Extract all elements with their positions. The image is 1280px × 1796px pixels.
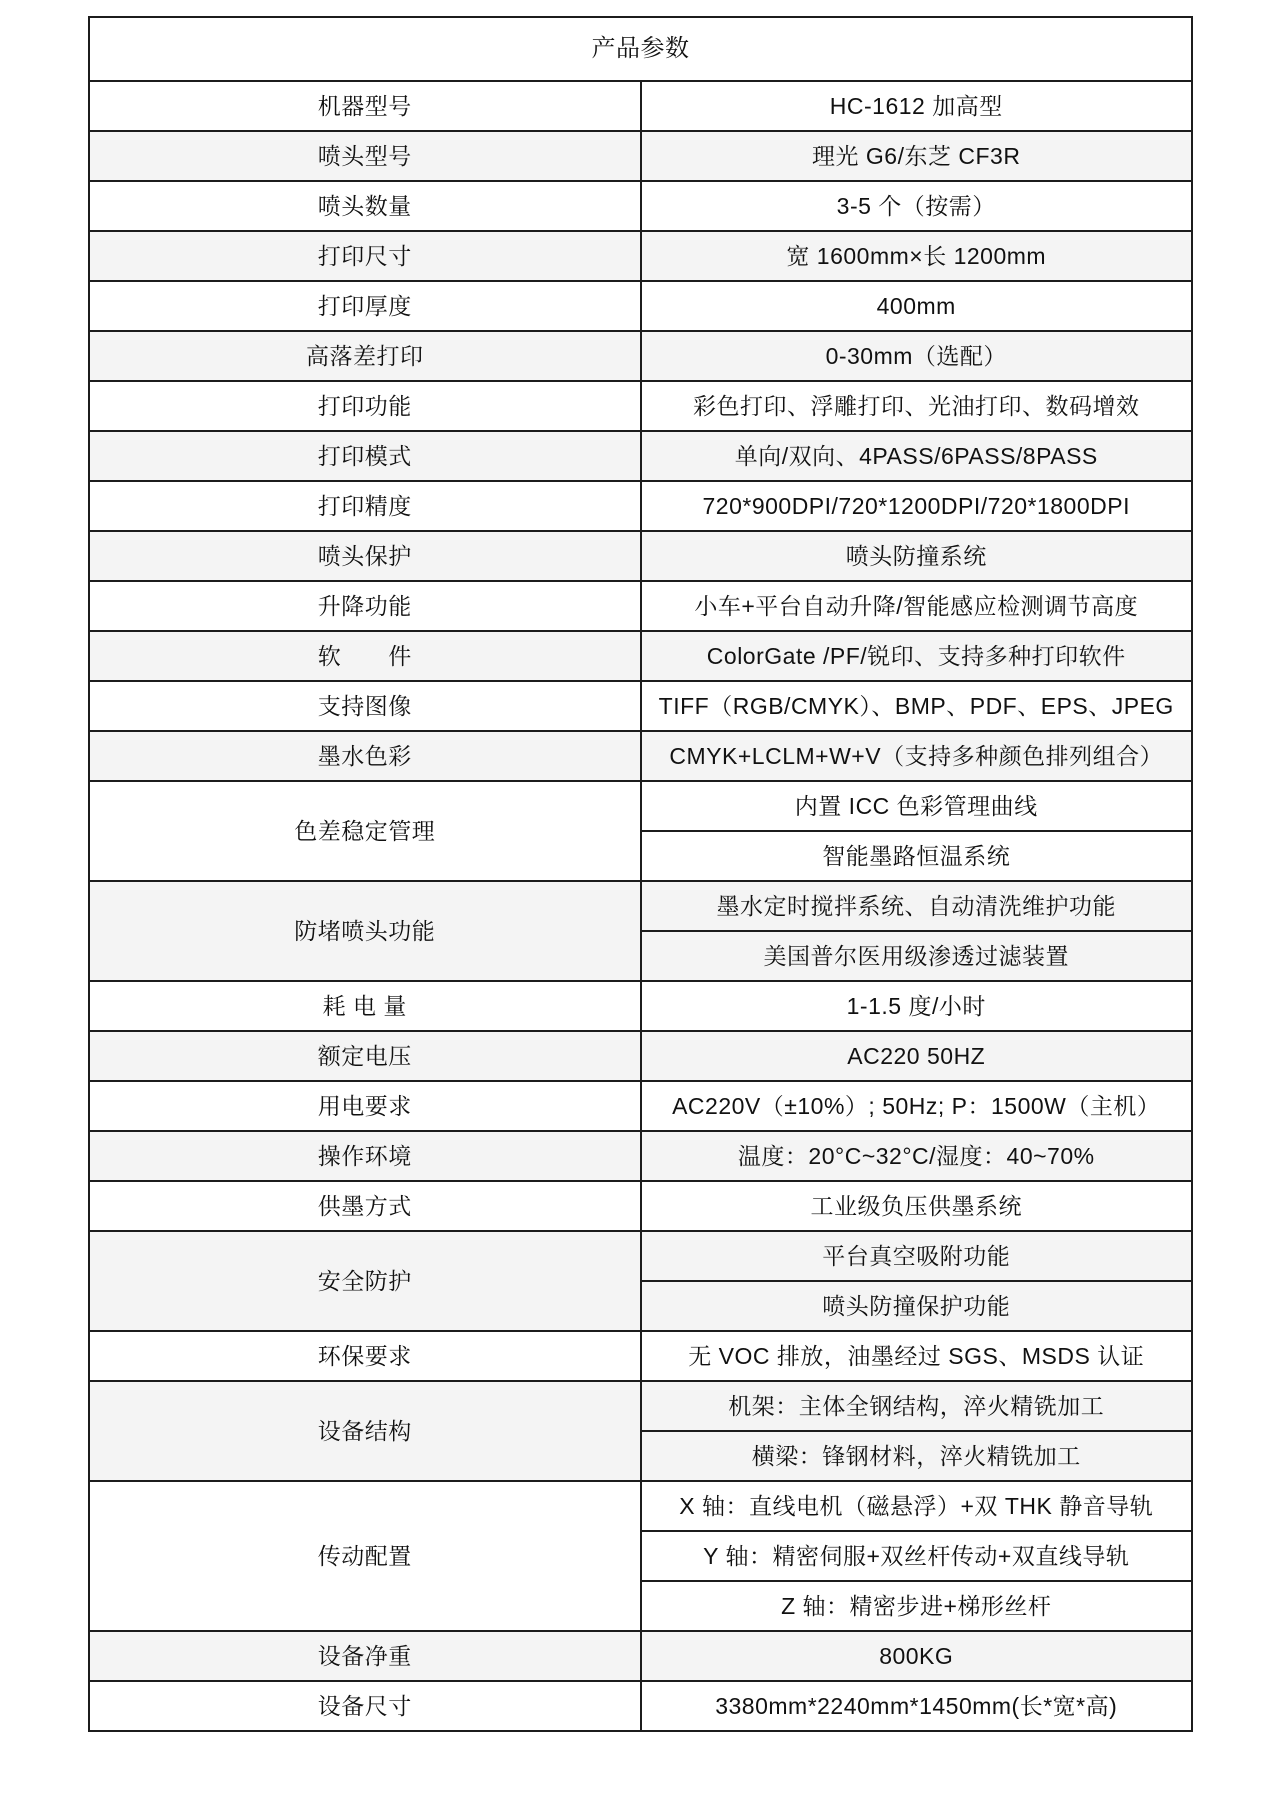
spec-label: 额定电压 [89, 1031, 641, 1081]
table-row [89, 1481, 1192, 1531]
spec-sheet [88, 16, 1193, 1732]
table-row [89, 81, 1192, 131]
table-row [89, 1081, 1192, 1131]
table-row [89, 1181, 1192, 1231]
table-row [89, 731, 1192, 781]
spec-value: 美国普尔医用级渗透过滤装置 [641, 931, 1193, 981]
table-row [89, 981, 1192, 1031]
table-row [89, 781, 1192, 831]
spec-value: 理光 G6/东芝 CF3R [641, 131, 1193, 181]
spec-label: 支持图像 [89, 681, 641, 731]
spec-label: 操作环境 [89, 1131, 641, 1181]
table-row [89, 331, 1192, 381]
spec-label: 喷头保护 [89, 531, 641, 581]
spec-label: 打印尺寸 [89, 231, 641, 281]
spec-value: 横梁：锋钢材料，淬火精铣加工 [641, 1431, 1193, 1481]
table-row [89, 231, 1192, 281]
spec-label: 打印厚度 [89, 281, 641, 331]
table-row [89, 1631, 1192, 1681]
spec-label: 打印精度 [89, 481, 641, 531]
spec-label: 供墨方式 [89, 1181, 641, 1231]
spec-label: 设备净重 [89, 1631, 641, 1681]
table-row [89, 1031, 1192, 1081]
spec-value: CMYK+LCLM+W+V（支持多种颜色排列组合） [641, 731, 1193, 781]
spec-label: 设备尺寸 [89, 1681, 641, 1731]
table-row [89, 181, 1192, 231]
spec-label: 打印功能 [89, 381, 641, 431]
spec-label: 高落差打印 [89, 331, 641, 381]
spec-value: X 轴：直线电机（磁悬浮）+双 THK 静音导轨 [641, 1481, 1193, 1531]
table-row [89, 1381, 1192, 1431]
spec-value: HC-1612 加高型 [641, 81, 1193, 131]
spec-label: 设备结构 [89, 1381, 641, 1481]
spec-value: 1-1.5 度/小时 [641, 981, 1193, 1031]
spec-label: 机器型号 [89, 81, 641, 131]
spec-value: ColorGate /PF/锐印、支持多种打印软件 [641, 631, 1193, 681]
table-row [89, 131, 1192, 181]
table-row [89, 281, 1192, 331]
spec-label: 升降功能 [89, 581, 641, 631]
spec-value: 彩色打印、浮雕打印、光油打印、数码增效 [641, 381, 1193, 431]
spec-value: AC220 50HZ [641, 1031, 1193, 1081]
spec-value: 宽 1600mm×长 1200mm [641, 231, 1193, 281]
table-header [89, 17, 1192, 81]
table-row [89, 881, 1192, 931]
table-row [89, 1131, 1192, 1181]
spec-value: 3-5 个（按需） [641, 181, 1193, 231]
spec-value: 内置 ICC 色彩管理曲线 [641, 781, 1193, 831]
spec-value: AC220V（±10%）; 50Hz; P：1500W（主机） [641, 1081, 1193, 1131]
table-row [89, 431, 1192, 481]
spec-value: 温度：20°C~32°C/湿度：40~70% [641, 1131, 1193, 1181]
spec-value: 3380mm*2240mm*1450mm(长*宽*高) [641, 1681, 1193, 1731]
spec-value: 机架：主体全钢结构，淬火精铣加工 [641, 1381, 1193, 1431]
table-row [89, 481, 1192, 531]
spec-value: 平台真空吸附功能 [641, 1231, 1193, 1281]
spec-value: 喷头防撞保护功能 [641, 1281, 1193, 1331]
spec-label: 安全防护 [89, 1231, 641, 1331]
spec-label: 软 件 [89, 631, 641, 681]
spec-label: 打印模式 [89, 431, 641, 481]
spec-label: 传动配置 [89, 1481, 641, 1631]
spec-label: 用电要求 [89, 1081, 641, 1131]
spec-value: 智能墨路恒温系统 [641, 831, 1193, 881]
table-row [89, 631, 1192, 681]
spec-value: 工业级负压供墨系统 [641, 1181, 1193, 1231]
spec-value: 720*900DPI/720*1200DPI/720*1800DPI [641, 481, 1193, 531]
table-row [89, 581, 1192, 631]
spec-value: Y 轴：精密伺服+双丝杆传动+双直线导轨 [641, 1531, 1193, 1581]
spec-value: 喷头防撞系统 [641, 531, 1193, 581]
product-spec-table [88, 16, 1193, 1732]
table-row [89, 381, 1192, 431]
spec-value: 小车+平台自动升降/智能感应检测调节高度 [641, 581, 1193, 631]
table-body [89, 81, 1192, 1731]
spec-value: 无 VOC 排放，油墨经过 SGS、MSDS 认证 [641, 1331, 1193, 1381]
spec-value: Z 轴：精密步进+梯形丝杆 [641, 1581, 1193, 1631]
spec-label: 喷头型号 [89, 131, 641, 181]
spec-label: 喷头数量 [89, 181, 641, 231]
spec-label: 耗 电 量 [89, 981, 641, 1031]
spec-value: 0-30mm（选配） [641, 331, 1193, 381]
spec-label: 墨水色彩 [89, 731, 641, 781]
spec-value: 800KG [641, 1631, 1193, 1681]
table-row [89, 531, 1192, 581]
spec-label: 色差稳定管理 [89, 781, 641, 881]
spec-value: 墨水定时搅拌系统、自动清洗维护功能 [641, 881, 1193, 931]
table-title: 产品参数 [89, 17, 1192, 81]
table-row [89, 1681, 1192, 1731]
spec-label: 环保要求 [89, 1331, 641, 1381]
table-row [89, 681, 1192, 731]
spec-value: 单向/双向、4PASS/6PASS/8PASS [641, 431, 1193, 481]
spec-label: 防堵喷头功能 [89, 881, 641, 981]
spec-value: TIFF（RGB/CMYK）、BMP、PDF、EPS、JPEG [641, 681, 1193, 731]
table-row [89, 1231, 1192, 1281]
table-row [89, 1331, 1192, 1381]
spec-value: 400mm [641, 281, 1193, 331]
